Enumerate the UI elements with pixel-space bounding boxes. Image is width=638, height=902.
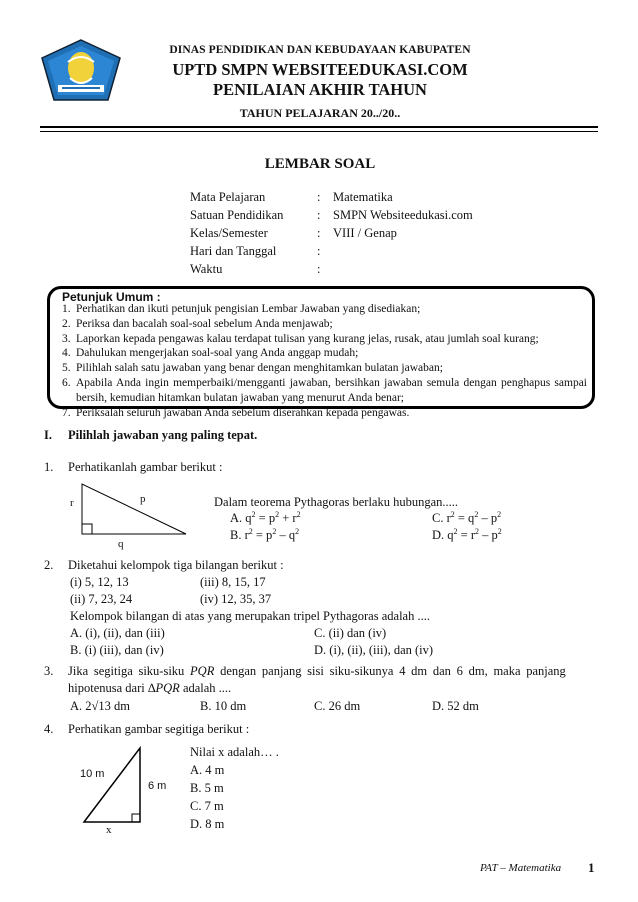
option-b: B. $r^2 = p^2 - q^2$ [230, 526, 300, 542]
question-number: 3. [44, 664, 54, 678]
info-value: VIII / Genap [333, 226, 397, 240]
option-a: A. $q^2 = p^2 + r^2$ [230, 509, 301, 525]
info-label: Satuan Pendidikan [190, 208, 284, 222]
instruction-text: Dahulukan mengerjakan soal-soal yang Anda anggap mudah; [76, 347, 359, 360]
header-agency: DINAS PENDIDIKAN DAN KEBUDAYAAN KABUPATEN [169, 44, 471, 56]
option-b: B. 10 dm [200, 699, 247, 713]
page-number: 1 [588, 860, 595, 875]
instruction-text: Periksalah seluruh jawaban Anda sebelum diserahkan kepada pengawas. [76, 406, 410, 419]
info-label: Mata Pelajaran [190, 190, 266, 204]
header-rule-thin [40, 131, 598, 132]
info-colon: : [317, 190, 321, 204]
option-c: C. (ii) dan (iv) [314, 626, 387, 640]
info-colon: : [317, 226, 321, 240]
question-text: Diketahui kelompok tiga bilangan berikut : [68, 558, 284, 572]
option-d: D. $q^2 = r^2 - p^2$ [432, 526, 502, 542]
instruction-text: Apabila Anda ingin memperbaiki/mengganti jawaban, bersihkan jawaban semula dengan penghapus sampai bersih, kemudian hitamkan bulatan jawaban yang menurut Anda benar; [76, 376, 587, 404]
info-label: Hari dan Tanggal [190, 244, 277, 258]
instruction-text: Pilihlah salah satu jawaban yang benar dengan menghitamkan bulatan jawaban; [76, 362, 443, 375]
list-item: 1. Perhatikan dan ikuti petunjuk pengisian Lembar Jawaban yang disediakan; [62, 302, 587, 317]
question-text: Perhatikan gambar segitiga berikut : [68, 722, 250, 736]
info-row [190, 262, 473, 280]
sheet-title: LEMBAR SOAL [264, 156, 376, 172]
triangle-label-side: 6 m [148, 780, 167, 792]
footer-text: PAT – Matematika [480, 862, 562, 874]
list-item: 2. Periksa dan bacalah soal-soal sebelum Anda menjawab; [62, 317, 587, 332]
info-label: Waktu [190, 262, 223, 276]
group-ii: (ii) 7, 23, 24 [70, 592, 133, 606]
info-table [190, 190, 473, 280]
list-item: 4. Dahulukan mengerjakan soal-soal yang Anda anggap mudah; [62, 346, 587, 361]
triangle-label-q: q [118, 538, 124, 550]
info-label: Kelas/Semester [190, 226, 268, 240]
question-stem: Nilai x adalah… . [190, 745, 279, 759]
option-b: B. 5 m [190, 781, 224, 795]
option-a: A. (i), (ii), dan (iii) [70, 626, 165, 640]
section-title: Pilihlah jawaban yang paling tepat. [68, 428, 258, 442]
option-d: D. 52 dm [432, 699, 479, 713]
option-a: A. 4 m [190, 763, 225, 777]
group-iii: (iii) 8, 15, 17 [200, 575, 266, 589]
group-iv: (iv) 12, 35, 37 [200, 592, 272, 606]
header-exam: PENILAIAN AKHIR TAHUN [213, 80, 427, 99]
list-item: 7. Periksalah seluruh jawaban Anda sebelum diserahkan kepada pengawas. [62, 406, 587, 421]
info-colon: : [317, 208, 321, 222]
instructions-title: Petunjuk Umum : [62, 290, 161, 304]
info-row [190, 208, 473, 226]
instruction-text: Perhatikan dan ikuti petunjuk pengisian Lembar Jawaban yang disediakan; [76, 303, 421, 315]
question-stem: Dalam teorema Pythagoras berlaku hubungan..... [214, 495, 459, 509]
option-c: C. 26 dm [314, 699, 361, 713]
option-d: D. (i), (ii), (iii), dan (iv) [314, 643, 434, 657]
right-triangle-figure-2 [80, 744, 150, 826]
header-year: TAHUN PELAJARAN 20../20.. [239, 106, 401, 120]
info-colon: : [317, 262, 321, 276]
option-c: C. $r^2 = q^2 - p^2$ [432, 509, 502, 525]
triangle-label-r: r [70, 497, 74, 509]
question-text: Perhatikanlah gambar berikut : [68, 460, 223, 474]
option-c: C. 7 m [190, 799, 224, 813]
section-heading [44, 428, 257, 443]
header-rule-thick [40, 126, 598, 128]
tut-wuri-handayani-logo-icon [40, 38, 122, 106]
group-i: (i) 5, 12, 13 [70, 575, 129, 589]
info-row [190, 244, 473, 262]
question-stem: Kelompok bilangan di atas yang merupakan tripel Pythagoras adalah .... [70, 609, 430, 623]
question-number: 4. [44, 722, 54, 736]
question-text: Jika segitiga siku-siku PQR dengan panjang sisi siku-sikunya 4 dm dan 6 dm, maka panjang [68, 664, 566, 678]
info-row [190, 190, 473, 208]
triangle-label-base: x [106, 824, 112, 836]
option-d: D. 8 m [190, 817, 225, 831]
header-school: UPTD SMPN WEBSITEEDUKASI.COM [172, 60, 468, 79]
option-a: A. 2√13 dm [70, 699, 130, 713]
triangle-label-hypotenuse: 10 m [80, 768, 105, 780]
info-colon: : [317, 244, 321, 258]
list-item: 6. Apabila Anda ingin memperbaiki/mengganti jawaban, bersihkan jawaban semula dengan penghapus sampai bersih, kemudian hitamkan bulatan jawaban yang menurut Anda benar; [62, 376, 587, 404]
info-value: Matematika [333, 190, 393, 204]
instruction-text: Periksa dan bacalah soal-soal sebelum Anda menjawab; [76, 317, 333, 330]
info-row [190, 226, 473, 244]
option-b: B. (i) (iii), dan (iv) [70, 643, 164, 657]
question-text-line2: hipotenusa dari ∆PQR adalah .... [68, 681, 232, 695]
triangle-label-p: p [140, 493, 146, 505]
instructions-list [62, 302, 587, 420]
section-number: I. [44, 428, 52, 442]
list-item: 3. Laporkan kepada pengawas kalau terdapat tulisan yang kurang jelas, rusak, atau jumlah soal kurang; [62, 332, 587, 347]
question-number: 2. [44, 558, 54, 572]
list-item: 5. Pilihlah salah satu jawaban yang benar dengan menghitamkan bulatan jawaban; [62, 361, 587, 376]
right-triangle-figure [70, 482, 200, 540]
question-number: 1. [44, 460, 54, 474]
info-value: SMPN Websiteedukasi.com [333, 208, 473, 222]
instruction-text: Laporkan kepada pengawas kalau terdapat tulisan yang kurang jelas, rusak, atau jumlah soal kurang; [76, 332, 539, 345]
